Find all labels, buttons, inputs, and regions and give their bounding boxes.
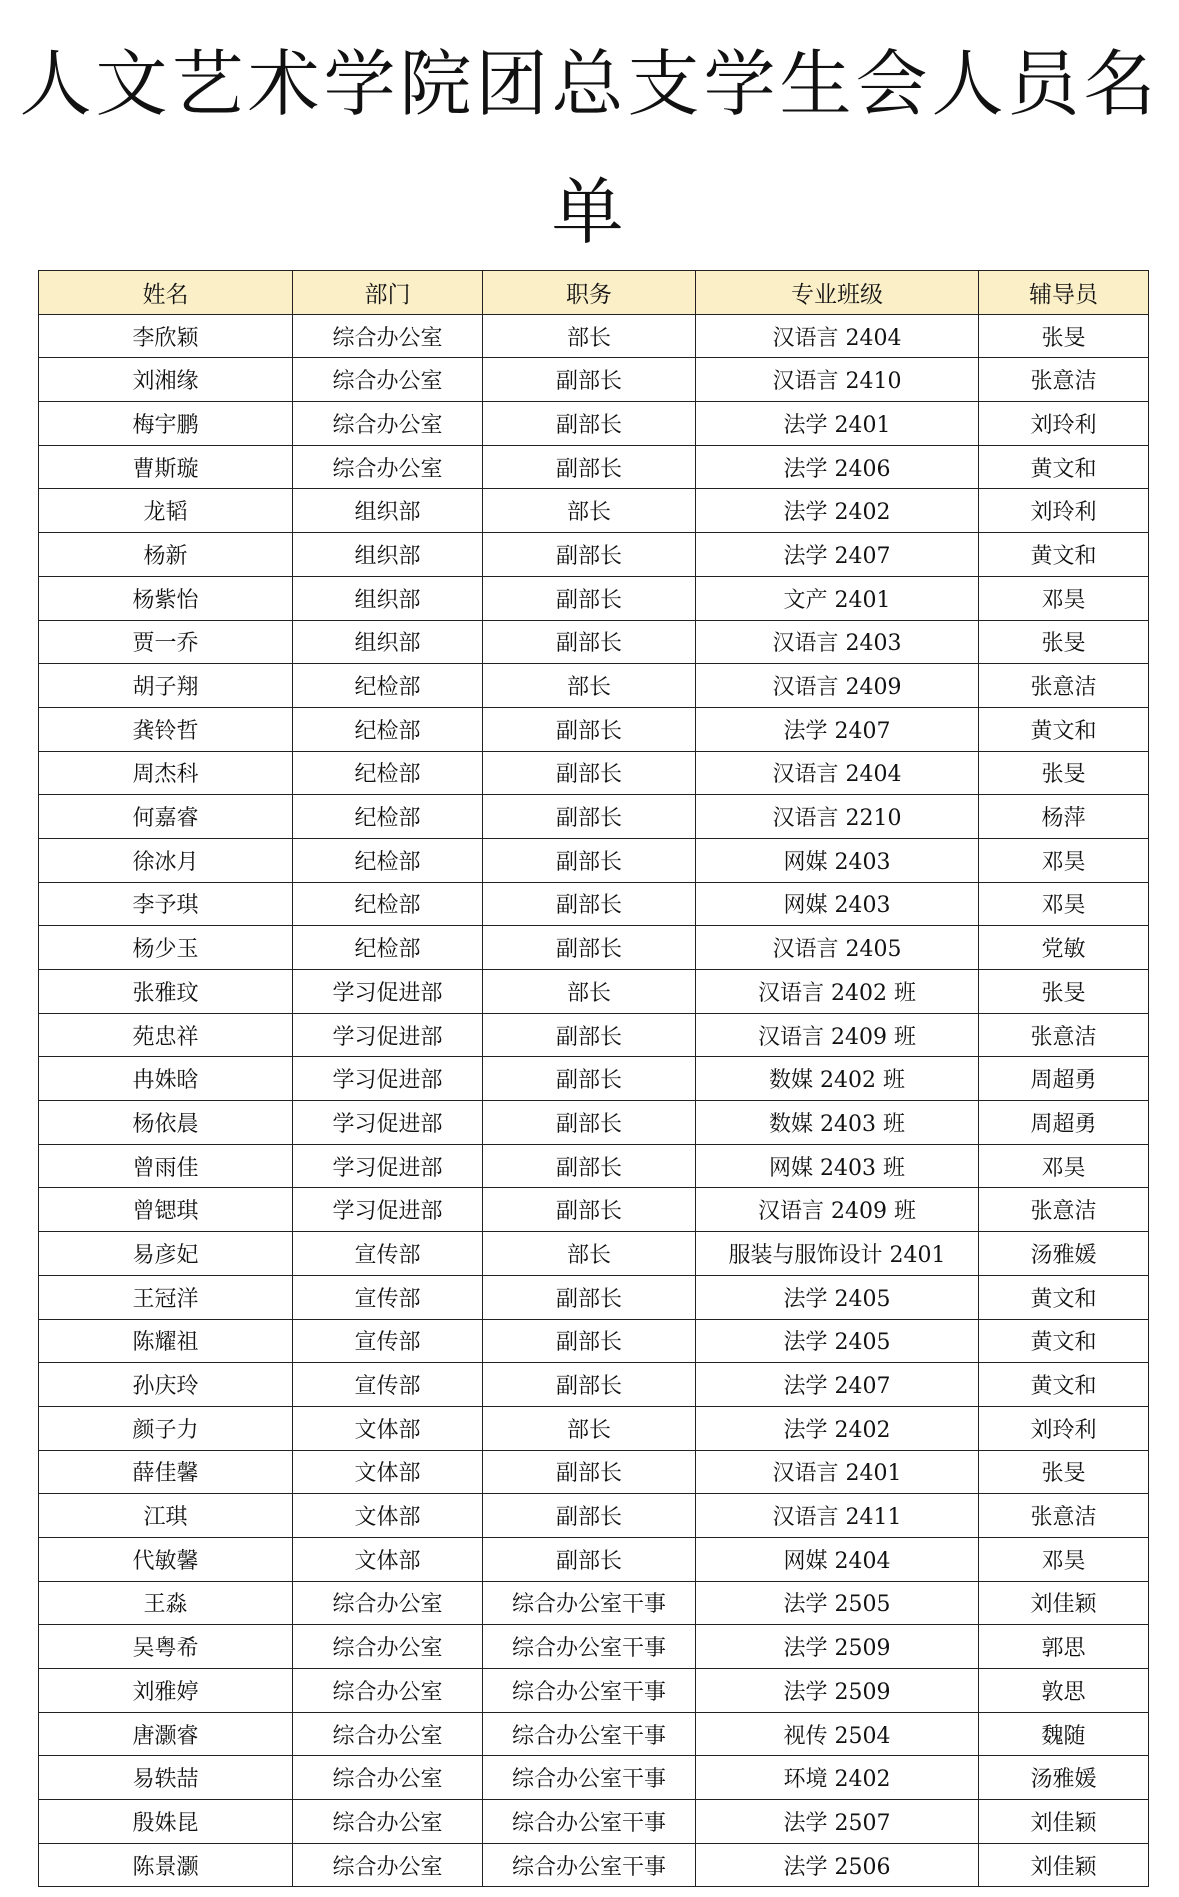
cell-name: 周杰科	[39, 751, 293, 795]
cell-department: 学习促进部	[293, 1101, 483, 1145]
cell-class: 法学 2507	[696, 1800, 979, 1844]
cell-department: 宣传部	[293, 1232, 483, 1276]
cell-name: 陈耀祖	[39, 1319, 293, 1363]
cell-name: 冉姝晗	[39, 1057, 293, 1101]
table-row	[39, 576, 1149, 620]
table-row	[39, 664, 1149, 708]
cell-counselor: 刘玲利	[979, 402, 1149, 446]
column-header-class: 专业班级	[696, 271, 979, 315]
table-row	[39, 620, 1149, 664]
table-row	[39, 533, 1149, 577]
cell-department: 学习促进部	[293, 970, 483, 1014]
page-title-continuation: 单	[551, 170, 628, 254]
table-row	[39, 707, 1149, 751]
cell-name: 杨少玉	[39, 926, 293, 970]
cell-counselor: 邓昊	[979, 1144, 1149, 1188]
cell-department: 综合办公室	[293, 1756, 483, 1800]
cell-counselor: 黄文和	[979, 533, 1149, 577]
table-row	[39, 1275, 1149, 1319]
cell-counselor: 张意洁	[979, 1494, 1149, 1538]
cell-class: 法学 2407	[696, 1363, 979, 1407]
cell-department: 纪检部	[293, 751, 483, 795]
cell-department: 文体部	[293, 1450, 483, 1494]
cell-name: 梅宇鹏	[39, 402, 293, 446]
cell-position: 副部长	[483, 1537, 696, 1581]
table-row	[39, 1363, 1149, 1407]
cell-position: 副部长	[483, 402, 696, 446]
cell-counselor: 郭思	[979, 1625, 1149, 1669]
column-header-department: 部门	[293, 271, 483, 315]
cell-name: 张雅玟	[39, 970, 293, 1014]
cell-department: 学习促进部	[293, 1144, 483, 1188]
table-row	[39, 1013, 1149, 1057]
cell-department: 综合办公室	[293, 1625, 483, 1669]
cell-counselor: 邓昊	[979, 576, 1149, 620]
cell-class: 法学 2506	[696, 1843, 979, 1887]
cell-name: 龚铃哲	[39, 707, 293, 751]
cell-counselor: 张意洁	[979, 1188, 1149, 1232]
table-row	[39, 1101, 1149, 1145]
cell-name: 王淼	[39, 1581, 293, 1625]
cell-name: 杨紫怡	[39, 576, 293, 620]
cell-class: 服装与服饰设计 2401	[696, 1232, 979, 1276]
table-row	[39, 489, 1149, 533]
cell-counselor: 汤雅媛	[979, 1756, 1149, 1800]
cell-position: 副部长	[483, 1275, 696, 1319]
cell-department: 综合办公室	[293, 445, 483, 489]
cell-department: 纪检部	[293, 664, 483, 708]
cell-name: 刘雅婷	[39, 1669, 293, 1713]
table-row	[39, 1756, 1149, 1800]
cell-class: 汉语言 2404	[696, 751, 979, 795]
table-header-row	[39, 271, 1149, 315]
cell-department: 综合办公室	[293, 1669, 483, 1713]
table-row	[39, 1406, 1149, 1450]
cell-class: 法学 2407	[696, 707, 979, 751]
column-header-counselor: 辅导员	[979, 271, 1149, 315]
cell-department: 学习促进部	[293, 1188, 483, 1232]
cell-position: 副部长	[483, 1450, 696, 1494]
cell-class: 法学 2509	[696, 1669, 979, 1713]
table-row	[39, 1450, 1149, 1494]
cell-counselor: 张意洁	[979, 358, 1149, 402]
cell-name: 颜子力	[39, 1406, 293, 1450]
cell-department: 综合办公室	[293, 1712, 483, 1756]
cell-department: 纪检部	[293, 795, 483, 839]
cell-counselor: 邓昊	[979, 838, 1149, 882]
table-row	[39, 1188, 1149, 1232]
cell-department: 宣传部	[293, 1275, 483, 1319]
cell-department: 宣传部	[293, 1319, 483, 1363]
cell-name: 殷姝昆	[39, 1800, 293, 1844]
cell-class: 汉语言 2409	[696, 664, 979, 708]
cell-counselor: 敦思	[979, 1669, 1149, 1713]
cell-department: 综合办公室	[293, 1581, 483, 1625]
table-body	[39, 314, 1149, 1887]
cell-department: 综合办公室	[293, 1800, 483, 1844]
table-row	[39, 1843, 1149, 1887]
cell-name: 曾雨佳	[39, 1144, 293, 1188]
page-title: 人文艺术学院团总支学生会人员名	[19, 42, 1160, 126]
cell-position: 副部长	[483, 882, 696, 926]
cell-counselor: 张旻	[979, 1450, 1149, 1494]
cell-class: 法学 2405	[696, 1319, 979, 1363]
cell-class: 数媒 2403 班	[696, 1101, 979, 1145]
cell-counselor: 张意洁	[979, 1013, 1149, 1057]
cell-counselor: 刘玲利	[979, 1406, 1149, 1450]
cell-position: 综合办公室干事	[483, 1581, 696, 1625]
cell-position: 副部长	[483, 445, 696, 489]
cell-department: 组织部	[293, 620, 483, 664]
cell-position: 副部长	[483, 358, 696, 402]
cell-counselor: 张旻	[979, 620, 1149, 664]
cell-class: 法学 2405	[696, 1275, 979, 1319]
cell-position: 副部长	[483, 620, 696, 664]
cell-class: 法学 2505	[696, 1581, 979, 1625]
cell-position: 部长	[483, 1406, 696, 1450]
cell-counselor: 张旻	[979, 970, 1149, 1014]
cell-department: 组织部	[293, 533, 483, 577]
cell-class: 网媒 2403	[696, 882, 979, 926]
cell-department: 文体部	[293, 1406, 483, 1450]
cell-class: 数媒 2402 班	[696, 1057, 979, 1101]
table-row	[39, 1669, 1149, 1713]
cell-counselor: 杨萍	[979, 795, 1149, 839]
cell-name: 贾一乔	[39, 620, 293, 664]
cell-position: 副部长	[483, 795, 696, 839]
cell-department: 综合办公室	[293, 358, 483, 402]
cell-class: 汉语言 2404	[696, 314, 979, 358]
cell-position: 副部长	[483, 1494, 696, 1538]
table-row	[39, 445, 1149, 489]
cell-position: 部长	[483, 1232, 696, 1276]
table-row	[39, 882, 1149, 926]
table-row	[39, 926, 1149, 970]
cell-position: 副部长	[483, 533, 696, 577]
cell-counselor: 魏随	[979, 1712, 1149, 1756]
cell-name: 唐灏睿	[39, 1712, 293, 1756]
cell-department: 组织部	[293, 489, 483, 533]
cell-name: 李欣颖	[39, 314, 293, 358]
cell-class: 视传 2504	[696, 1712, 979, 1756]
table-row	[39, 838, 1149, 882]
cell-class: 汉语言 2401	[696, 1450, 979, 1494]
cell-class: 汉语言 2411	[696, 1494, 979, 1538]
cell-department: 宣传部	[293, 1363, 483, 1407]
cell-class: 汉语言 2409 班	[696, 1013, 979, 1057]
cell-counselor: 汤雅媛	[979, 1232, 1149, 1276]
cell-position: 部长	[483, 664, 696, 708]
cell-counselor: 刘佳颖	[979, 1800, 1149, 1844]
cell-position: 副部长	[483, 751, 696, 795]
cell-position: 副部长	[483, 1363, 696, 1407]
cell-name: 江琪	[39, 1494, 293, 1538]
cell-position: 综合办公室干事	[483, 1625, 696, 1669]
cell-class: 法学 2407	[696, 533, 979, 577]
cell-class: 汉语言 2410	[696, 358, 979, 402]
cell-class: 法学 2509	[696, 1625, 979, 1669]
cell-class: 网媒 2403 班	[696, 1144, 979, 1188]
cell-department: 文体部	[293, 1494, 483, 1538]
cell-department: 学习促进部	[293, 1013, 483, 1057]
cell-name: 薛佳馨	[39, 1450, 293, 1494]
cell-name: 李予琪	[39, 882, 293, 926]
table-row	[39, 1537, 1149, 1581]
cell-department: 组织部	[293, 576, 483, 620]
table-row	[39, 751, 1149, 795]
cell-department: 纪检部	[293, 838, 483, 882]
cell-counselor: 刘玲利	[979, 489, 1149, 533]
cell-position: 副部长	[483, 707, 696, 751]
table-row	[39, 1144, 1149, 1188]
cell-department: 文体部	[293, 1537, 483, 1581]
table-row	[39, 358, 1149, 402]
table-row	[39, 1712, 1149, 1756]
cell-department: 综合办公室	[293, 1843, 483, 1887]
column-header-name: 姓名	[39, 271, 293, 315]
cell-position: 副部长	[483, 926, 696, 970]
cell-class: 环境 2402	[696, 1756, 979, 1800]
cell-counselor: 张意洁	[979, 664, 1149, 708]
cell-name: 何嘉睿	[39, 795, 293, 839]
table-row	[39, 1494, 1149, 1538]
cell-position: 副部长	[483, 838, 696, 882]
cell-name: 徐冰月	[39, 838, 293, 882]
cell-department: 综合办公室	[293, 402, 483, 446]
cell-counselor: 党敏	[979, 926, 1149, 970]
cell-position: 部长	[483, 489, 696, 533]
cell-position: 副部长	[483, 1101, 696, 1145]
cell-class: 汉语言 2409 班	[696, 1188, 979, 1232]
cell-name: 杨新	[39, 533, 293, 577]
cell-class: 法学 2402	[696, 489, 979, 533]
cell-position: 部长	[483, 314, 696, 358]
cell-position: 副部长	[483, 1013, 696, 1057]
cell-class: 汉语言 2405	[696, 926, 979, 970]
cell-department: 纪检部	[293, 926, 483, 970]
cell-position: 部长	[483, 970, 696, 1014]
table-row	[39, 1581, 1149, 1625]
cell-counselor: 周超勇	[979, 1057, 1149, 1101]
cell-position: 副部长	[483, 1188, 696, 1232]
cell-counselor: 邓昊	[979, 882, 1149, 926]
cell-class: 网媒 2403	[696, 838, 979, 882]
cell-position: 副部长	[483, 1144, 696, 1188]
cell-name: 吴粤希	[39, 1625, 293, 1669]
cell-class: 汉语言 2210	[696, 795, 979, 839]
table-row	[39, 1625, 1149, 1669]
cell-counselor: 张旻	[979, 314, 1149, 358]
cell-name: 陈景灏	[39, 1843, 293, 1887]
cell-counselor: 黄文和	[979, 707, 1149, 751]
roster-table	[38, 270, 1149, 1887]
cell-class: 法学 2401	[696, 402, 979, 446]
cell-name: 龙韬	[39, 489, 293, 533]
cell-department: 纪检部	[293, 707, 483, 751]
column-header-position: 职务	[483, 271, 696, 315]
table-row	[39, 795, 1149, 839]
cell-name: 孙庆玲	[39, 1363, 293, 1407]
cell-class: 汉语言 2402 班	[696, 970, 979, 1014]
cell-counselor: 黄文和	[979, 1275, 1149, 1319]
cell-position: 副部长	[483, 1319, 696, 1363]
cell-class: 文产 2401	[696, 576, 979, 620]
cell-counselor: 周超勇	[979, 1101, 1149, 1145]
cell-position: 综合办公室干事	[483, 1712, 696, 1756]
cell-name: 易彦妃	[39, 1232, 293, 1276]
cell-name: 杨依晨	[39, 1101, 293, 1145]
cell-class: 法学 2406	[696, 445, 979, 489]
cell-counselor: 黄文和	[979, 1363, 1149, 1407]
cell-name: 曾锶琪	[39, 1188, 293, 1232]
table-row	[39, 1800, 1149, 1844]
cell-class: 法学 2402	[696, 1406, 979, 1450]
cell-department: 纪检部	[293, 882, 483, 926]
table-row	[39, 1057, 1149, 1101]
cell-position: 综合办公室干事	[483, 1669, 696, 1713]
table-row	[39, 1319, 1149, 1363]
table-row	[39, 1232, 1149, 1276]
cell-counselor: 张旻	[979, 751, 1149, 795]
table-row	[39, 402, 1149, 446]
cell-class: 汉语言 2403	[696, 620, 979, 664]
cell-name: 苑忠祥	[39, 1013, 293, 1057]
cell-name: 曹斯璇	[39, 445, 293, 489]
cell-name: 易轶喆	[39, 1756, 293, 1800]
cell-counselor: 黄文和	[979, 1319, 1149, 1363]
cell-position: 副部长	[483, 1057, 696, 1101]
cell-position: 综合办公室干事	[483, 1843, 696, 1887]
cell-position: 综合办公室干事	[483, 1800, 696, 1844]
cell-counselor: 邓昊	[979, 1537, 1149, 1581]
cell-class: 网媒 2404	[696, 1537, 979, 1581]
cell-name: 胡子翔	[39, 664, 293, 708]
cell-name: 王冠洋	[39, 1275, 293, 1319]
table-row	[39, 314, 1149, 358]
cell-department: 综合办公室	[293, 314, 483, 358]
cell-counselor: 刘佳颖	[979, 1581, 1149, 1625]
cell-name: 代敏馨	[39, 1537, 293, 1581]
cell-name: 刘湘缘	[39, 358, 293, 402]
cell-counselor: 刘佳颖	[979, 1843, 1149, 1887]
cell-counselor: 黄文和	[979, 445, 1149, 489]
cell-department: 学习促进部	[293, 1057, 483, 1101]
cell-position: 副部长	[483, 576, 696, 620]
cell-position: 综合办公室干事	[483, 1756, 696, 1800]
table-row	[39, 970, 1149, 1014]
